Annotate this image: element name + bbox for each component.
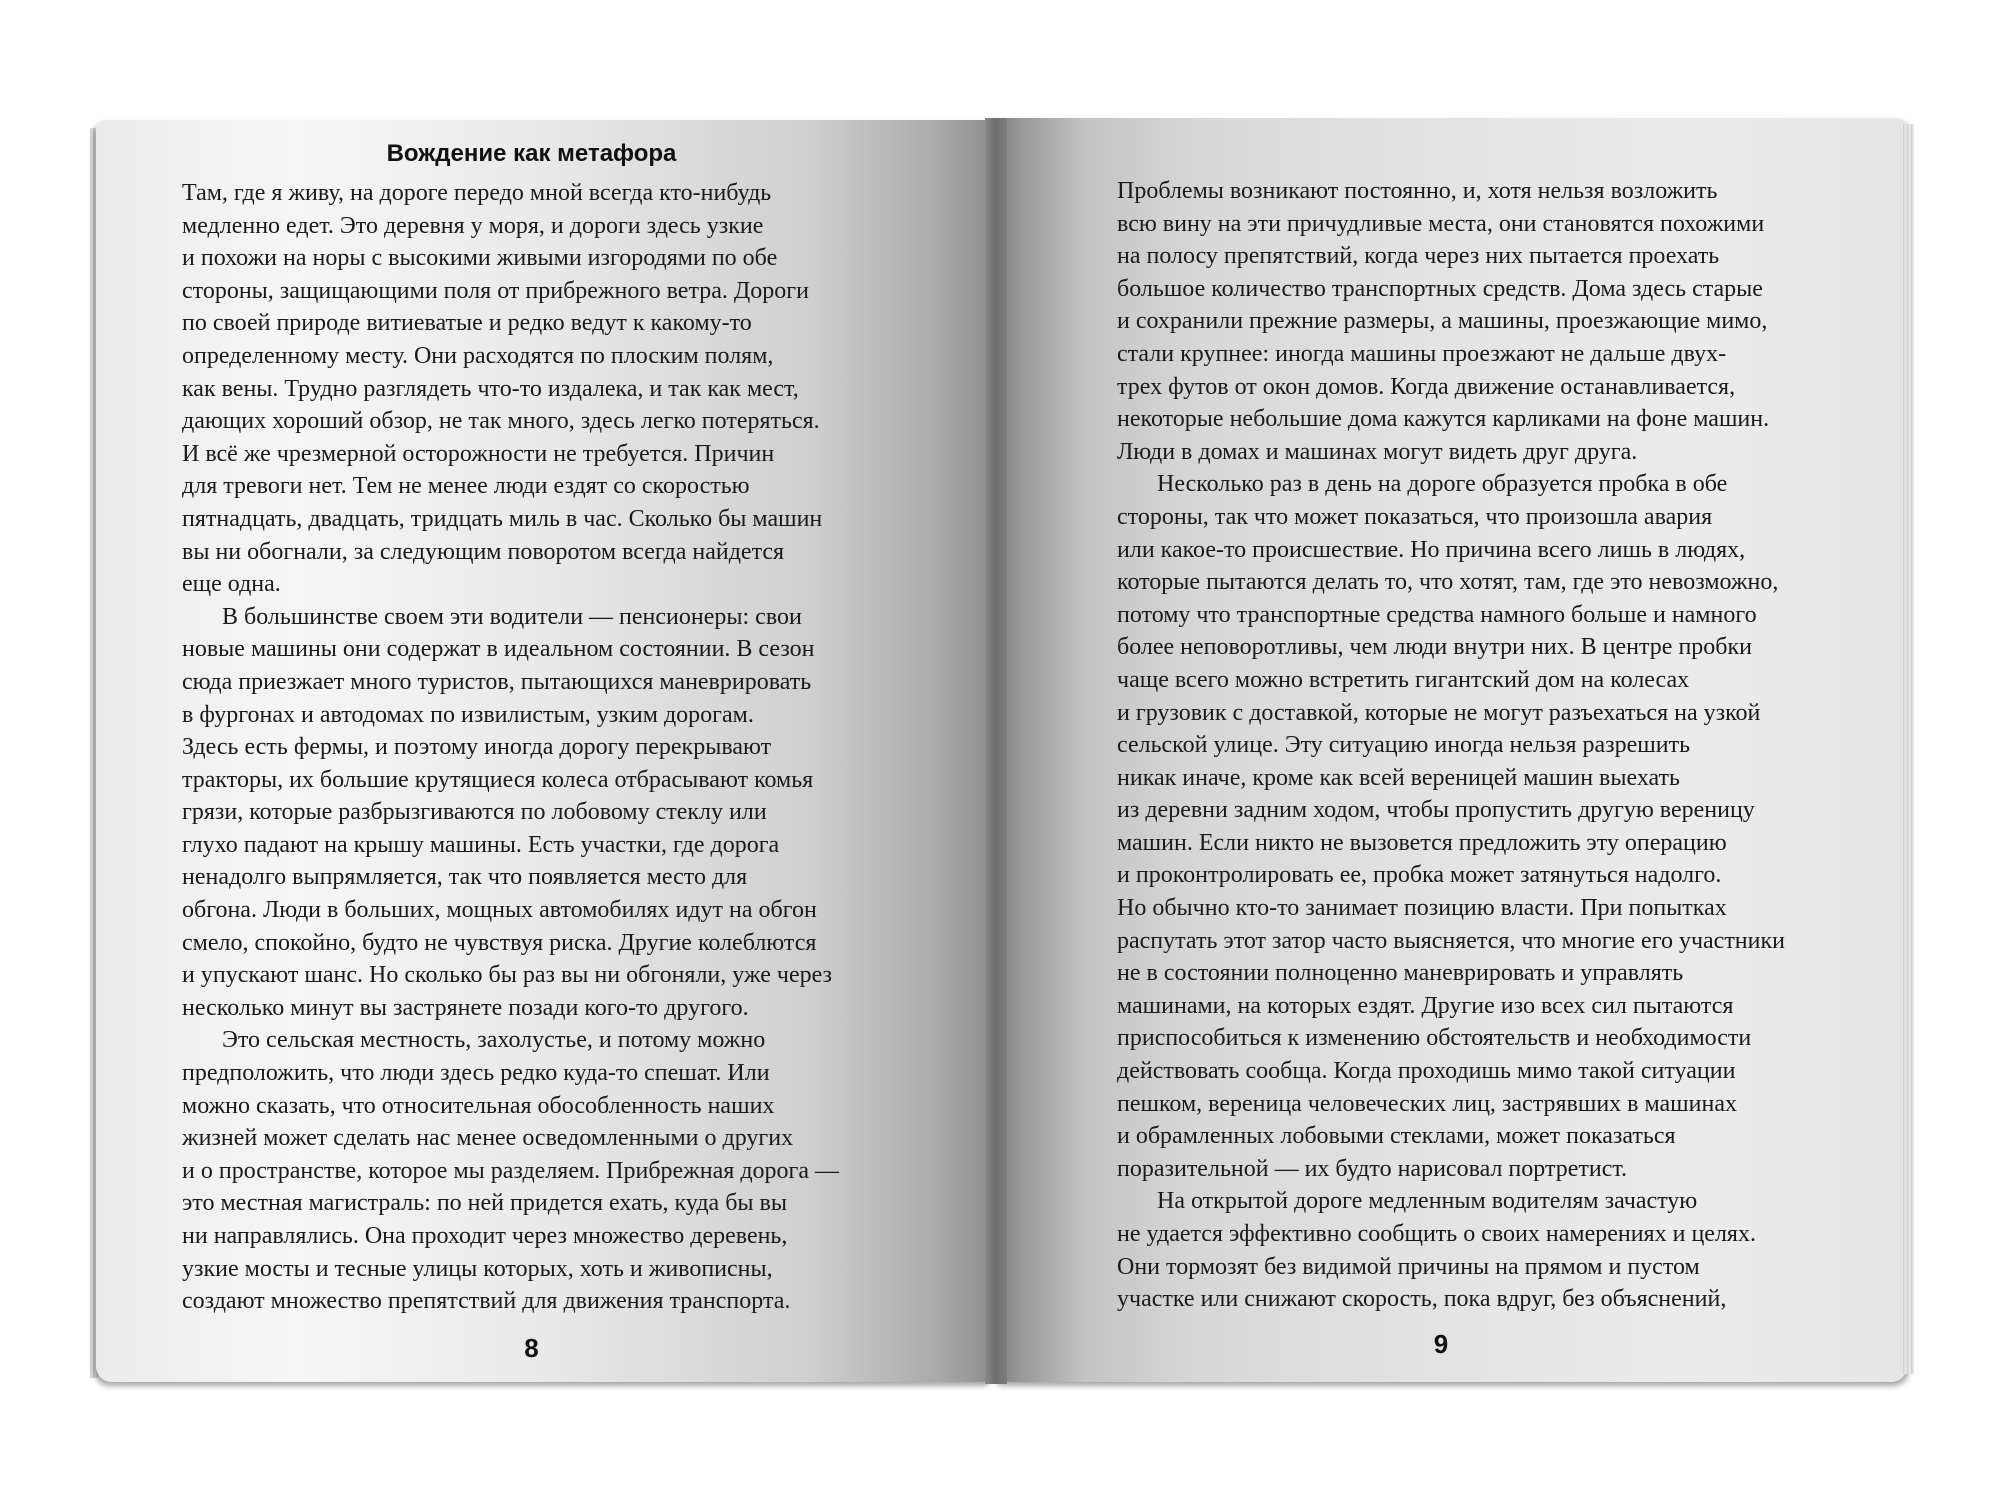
text-line: чаще всего можно встретить гигантский дом на колесах: [1117, 666, 1690, 693]
text-line: Там, где я живу, на дороге передо мной всегда кто-нибудь: [182, 180, 772, 206]
text-line: дающих хороший обзор, не так много, здесь легко потеряться.: [182, 408, 820, 435]
text-line: на полосу препятствий, когда через них пытается проехать: [1117, 243, 1720, 270]
text-line: машин. Если никто не вызовется предложить эту операцию: [1117, 829, 1727, 856]
text-line: как вены. Трудно разглядеть что-то издалека, и так как мест,: [182, 375, 799, 402]
text-line: распутать этот затор часто выясняется, что многие его участники: [1117, 927, 1785, 954]
text-line: В большинстве своем эти водители — пенсионеры: свои: [222, 603, 802, 630]
text-line: тракторы, их большие крутящиеся колеса отбрасывают комья: [182, 766, 814, 793]
text-line: не удается эффективно сообщить о своих намерениях и целях.: [1117, 1221, 1756, 1247]
text-line: всю вину на эти причудливые места, они становятся похожими: [1117, 210, 1765, 237]
right-page: [995, 118, 1907, 1382]
text-line: Они тормозят без видимой причины на прямом и пустом: [1117, 1253, 1700, 1280]
text-line: и проконтролировать ее, пробка может затянуться надолго.: [1117, 862, 1722, 889]
text-line: Люди в домах и машинах могут видеть друг друга.: [1117, 438, 1638, 465]
text-line: сюда приезжает много туристов, пытающихся маневрировать: [182, 668, 812, 695]
running-head: Вождение как метафора: [386, 140, 677, 167]
text-line: большое количество транспортных средств. Дома здесь старые: [1117, 275, 1763, 302]
right-text-block: [1117, 175, 1837, 1316]
text-line: и похожи на норы с высокими живыми изгородями по обе: [182, 245, 778, 272]
text-line: ненадолго выпрямляется, так что появляется место для: [182, 864, 748, 891]
text-line: узкие мосты и тесные улицы которых, хоть и живописны,: [182, 1255, 773, 1282]
text-line: некоторые небольшие дома кажутся карликами на фоне машин.: [1117, 406, 1770, 433]
text-line: которые пытаются делать то, что хотят, там, где это невозможно,: [1117, 569, 1779, 596]
left-page-number: 8: [524, 1333, 539, 1363]
book-gutter: [985, 118, 1007, 1384]
text-line: сельской улице. Эту ситуацию иногда нельзя разрешить: [1117, 732, 1691, 759]
text-line: вы ни обогнали, за следующим поворотом всегда найдется: [182, 538, 785, 565]
text-line: Несколько раз в день на дороге образуется пробка в обе: [1157, 471, 1728, 498]
text-line: для тревоги нет. Тем не менее люди ездят со скоростью: [182, 473, 750, 500]
text-line: На открытой дороге медленным водителям зачастую: [1157, 1188, 1698, 1215]
text-line: стали крупнее: иногда машины проезжают не дальше двух-: [1117, 340, 1727, 367]
text-line: Здесь есть фермы, и поэтому иногда дорогу перекрывают: [182, 734, 772, 761]
text-line: по своей природе витиеватые и редко ведут к какому-то: [182, 310, 752, 337]
text-line: глухо падают на крышу машины. Есть участки, где дорога: [182, 831, 780, 858]
text-line: приспособиться к изменению обстоятельств и необходимости: [1117, 1025, 1752, 1052]
right-page-edges: [1900, 124, 1914, 1374]
text-line: определенному месту. Они расходятся по плоским полям,: [182, 342, 774, 369]
text-line: и сохранили прежние размеры, а машины, проезжающие мимо,: [1117, 308, 1768, 335]
text-line: И всё же чрезмерной осторожности не требуется. Причин: [182, 440, 775, 467]
text-line: еще одна.: [182, 571, 281, 598]
left-page: [96, 120, 991, 1382]
text-line: можно сказать, что относительная обособленность наших: [182, 1092, 775, 1119]
text-line: поразительной — их будто нарисовал портретист.: [1117, 1155, 1628, 1182]
text-line: грязи, которые разбрызгиваются по лобовому стеклу или: [182, 799, 767, 826]
text-line: жизней может сделать нас менее осведомленными о других: [182, 1125, 794, 1152]
text-line: из деревни задним ходом, чтобы пропустить другую вереницу: [1117, 797, 1755, 824]
text-line: и упускают шанс. Но сколько бы раз вы ни обгоняли, уже через: [182, 962, 833, 989]
text-line: предположить, что люди здесь редко куда-то спешат. Или: [182, 1060, 770, 1087]
text-line: трех футов от окон домов. Когда движение останавливается,: [1117, 373, 1736, 400]
right-page-number: 9: [1433, 1329, 1449, 1359]
text-line: пешком, вереница человеческих лиц, застрявших в машинах: [1117, 1090, 1738, 1117]
text-line: не в состоянии полноценно маневрировать и управлять: [1117, 960, 1684, 987]
text-line: пятнадцать, двадцать, тридцать миль в час. Сколько бы машин: [182, 505, 823, 532]
text-line: и обрамленных лобовыми стеклами, может показаться: [1117, 1123, 1676, 1150]
text-line: ни направлялись. Она проходит через множество деревень,: [182, 1223, 788, 1249]
text-line: новые машины они содержат в идеальном состоянии. В сезон: [182, 636, 815, 663]
text-line: Это сельская местность, захолустье, и потому можно: [222, 1027, 766, 1054]
text-line: машинами, на которых ездят. Другие изо всех сил пытаются: [1117, 992, 1734, 1019]
text-line: обгона. Люди в больших, мощных автомобилях идут на обгон: [182, 897, 817, 924]
text-line: в фургонах и автодомах по извилистым, узким дорогам.: [182, 701, 754, 728]
text-line: медленно едет. Это деревня у моря, и дороги здесь узкие: [182, 212, 764, 239]
text-line: стороны, защищающими поля от прибрежного ветра. Дороги: [182, 277, 809, 304]
text-line: и грузовик с доставкой, которые не могут разъехаться на узкой: [1117, 699, 1761, 726]
text-line: создают множество препятствий для движения транспорта.: [182, 1288, 791, 1315]
text-line: никак иначе, кроме как всей вереницей машин выехать: [1117, 764, 1680, 791]
text-line: несколько минут вы застрянете позади кого-то другого.: [182, 994, 749, 1021]
text-line: более неповоротливы, чем люди внутри них. В центре пробки: [1117, 634, 1753, 661]
left-text-block: [182, 177, 882, 1318]
text-line: Проблемы возникают постоянно, и, хотя нельзя возложить: [1117, 178, 1718, 204]
text-line: или какое-то происшествие. Но причина всего лишь в людях,: [1117, 536, 1746, 563]
text-line: и о пространстве, которое мы разделяем. Прибрежная дорога —: [182, 1157, 840, 1184]
text-line: это местная магистраль: по ней придется ехать, куда бы вы: [182, 1190, 787, 1217]
text-line: стороны, так что может показаться, что произошла авария: [1117, 503, 1713, 530]
text-line: смело, спокойно, будто не чувствуя риска. Другие колеблются: [182, 929, 817, 956]
text-line: Но обычно кто-то занимает позицию власти. При попытках: [1117, 895, 1727, 922]
text-line: действовать сообща. Когда проходишь мимо такой ситуации: [1117, 1058, 1736, 1085]
text-line: потому что транспортные средства намного больше и намного: [1117, 601, 1757, 628]
text-line: участке или снижают скорость, пока вдруг, без объяснений,: [1117, 1286, 1727, 1313]
